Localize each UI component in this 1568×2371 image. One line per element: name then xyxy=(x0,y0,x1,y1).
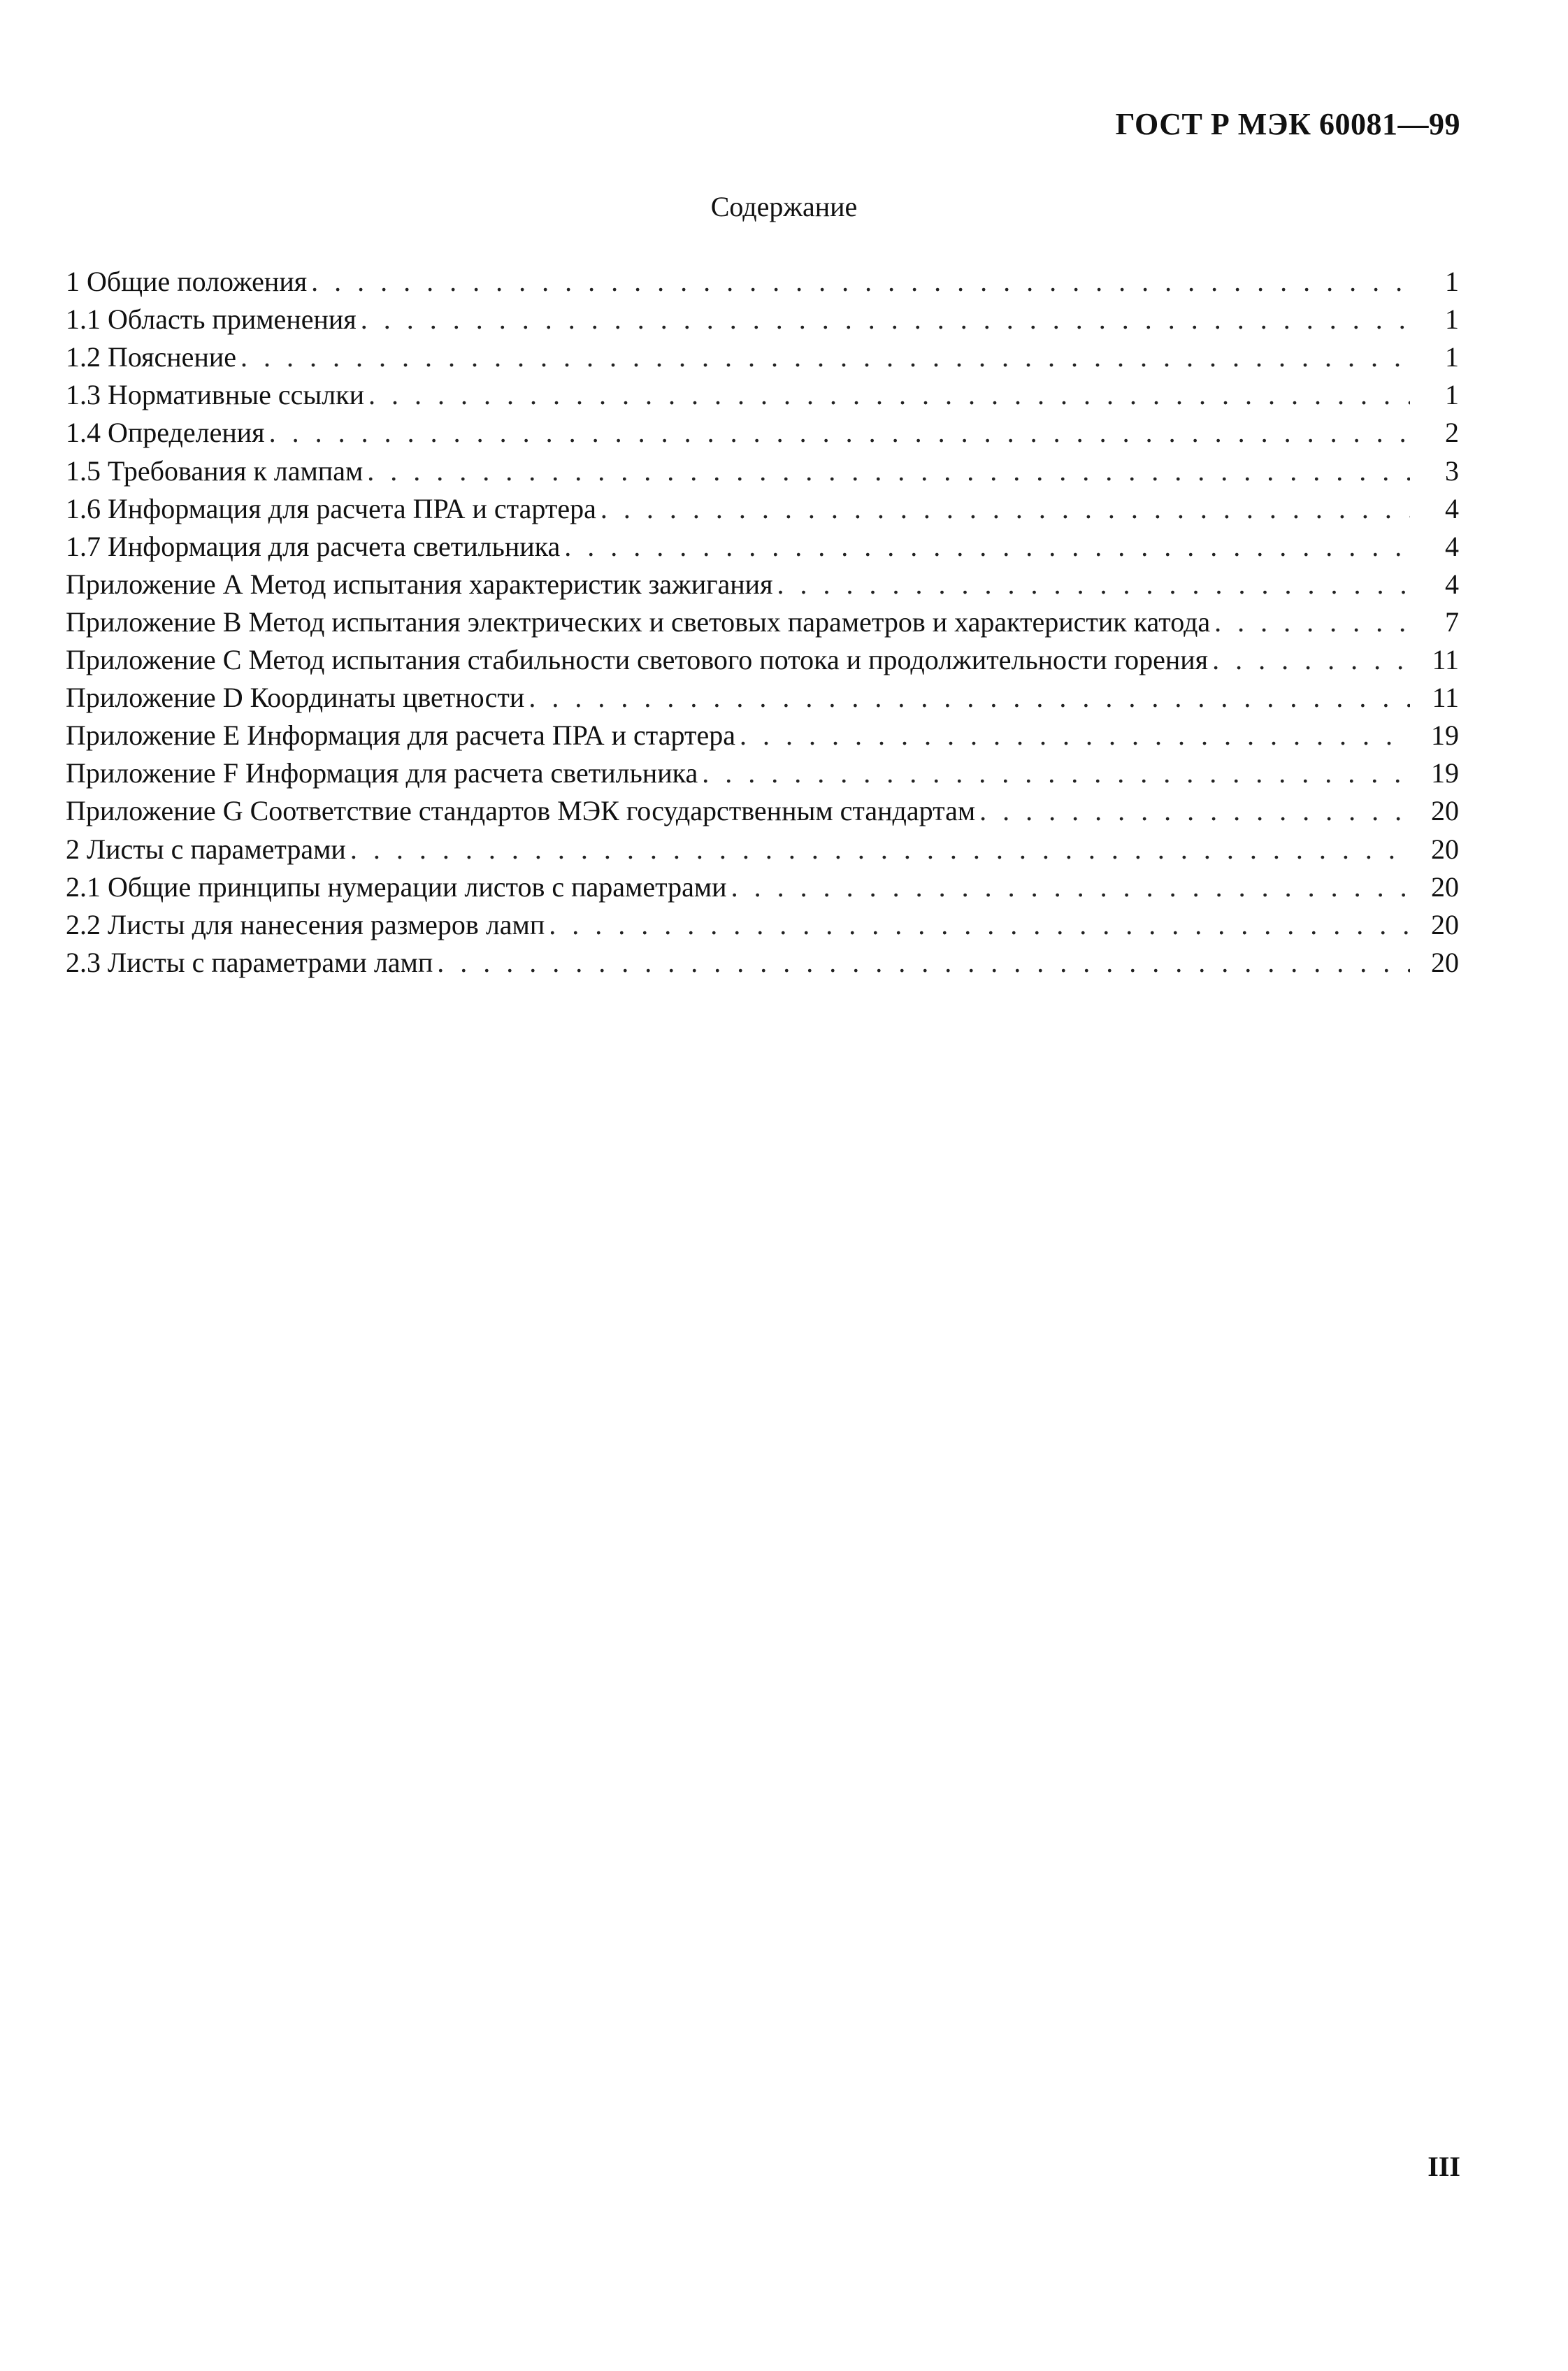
dot-leader xyxy=(361,301,1410,338)
toc-item-page: 20 xyxy=(1431,908,1459,940)
toc-item-label: Приложение D Координаты цветности xyxy=(66,682,525,714)
toc-item-label: Приложение Е Информация для расчета ПРА и стартера xyxy=(66,719,735,752)
toc-item-label: 1.1 Область применения xyxy=(66,303,357,336)
dot-leader xyxy=(368,376,1410,414)
toc-item-label: 1 Общие положения xyxy=(66,266,308,298)
toc-item-label: 1.7 Информация для расчета светильника xyxy=(66,530,561,562)
toc-item-page: 3 xyxy=(1445,454,1459,487)
toc-item[interactable] xyxy=(66,301,1459,338)
toc-item-label: Приложение А Метод испытания характеристик зажигания xyxy=(66,568,773,600)
toc-title: Содержание xyxy=(710,191,858,222)
toc-item[interactable] xyxy=(66,490,1459,528)
dot-leader xyxy=(437,944,1410,982)
toc-item-page: 11 xyxy=(1432,682,1459,714)
dot-leader xyxy=(311,263,1410,301)
dot-leader xyxy=(702,754,1410,792)
toc-item-label: 2.2 Листы для нанесения размеров ламп xyxy=(66,908,545,940)
toc-item-label: 1.5 Требования к лампам xyxy=(66,454,364,487)
toc-item-label: 2.1 Общие принципы нумерации листов с параметрами xyxy=(66,871,727,903)
toc-item-page: 20 xyxy=(1431,871,1459,903)
document-code: ГОСТ Р МЭК 60081—99 xyxy=(1115,107,1460,141)
toc-item-page: 2 xyxy=(1445,417,1459,449)
dot-leader xyxy=(528,679,1410,717)
toc-item-page: 11 xyxy=(1432,644,1459,676)
toc-item[interactable] xyxy=(66,452,1459,489)
toc-item[interactable] xyxy=(66,528,1459,566)
toc-item-page: 20 xyxy=(1431,833,1459,865)
dot-leader xyxy=(740,717,1410,754)
toc-item-page: 1 xyxy=(1445,379,1459,411)
toc-item[interactable] xyxy=(66,906,1459,944)
toc-item-label: 1.2 Пояснение xyxy=(66,341,237,373)
dot-leader xyxy=(1214,603,1410,641)
toc-item-label: 1.4 Определения xyxy=(66,417,265,449)
toc-item-page: 1 xyxy=(1445,341,1459,373)
dot-leader xyxy=(367,452,1410,490)
toc-item[interactable] xyxy=(66,944,1459,982)
toc-item[interactable] xyxy=(66,868,1459,906)
toc-item-label: 2 Листы с параметрами xyxy=(66,833,346,865)
toc-item[interactable] xyxy=(66,414,1459,452)
dot-leader xyxy=(600,490,1410,528)
dot-leader xyxy=(979,792,1410,830)
toc-item-page: 4 xyxy=(1445,568,1459,600)
toc-item[interactable] xyxy=(66,376,1459,414)
toc-item[interactable] xyxy=(66,338,1459,376)
toc-item[interactable] xyxy=(66,792,1459,830)
toc-item[interactable] xyxy=(66,679,1459,717)
toc-item-page: 19 xyxy=(1431,757,1459,789)
table-of-contents xyxy=(66,263,1459,982)
toc-item[interactable] xyxy=(66,717,1459,754)
dot-leader xyxy=(240,338,1410,376)
toc-item-label: 1.3 Нормативные ссылки xyxy=(66,379,365,411)
toc-item[interactable] xyxy=(66,263,1459,301)
dot-leader xyxy=(731,868,1410,906)
toc-item-page: 20 xyxy=(1431,946,1459,978)
toc-item-label: Приложение С Метод испытания стабильности светового потока и продолжительности горения xyxy=(66,644,1209,676)
toc-item-label: Приложение В Метод испытания электрических и световых параметров и характеристик катода xyxy=(66,606,1211,638)
dot-leader xyxy=(549,906,1410,944)
dot-leader xyxy=(269,414,1410,452)
toc-item-label: 2.3 Листы с параметрами ламп xyxy=(66,946,433,978)
toc-item-page: 19 xyxy=(1431,719,1459,752)
page-number: III xyxy=(1427,2151,1460,2182)
toc-item-page: 20 xyxy=(1431,795,1459,827)
dot-leader xyxy=(350,831,1410,868)
toc-item-label: Приложение G Соответствие стандартов МЭК государственным стандартам xyxy=(66,795,976,827)
toc-item-page: 1 xyxy=(1445,266,1459,298)
toc-item[interactable] xyxy=(66,603,1459,641)
dot-leader xyxy=(564,528,1410,566)
toc-item[interactable] xyxy=(66,754,1459,792)
toc-item-page: 7 xyxy=(1445,606,1459,638)
dot-leader xyxy=(777,566,1410,603)
toc-item[interactable] xyxy=(66,641,1459,679)
toc-item[interactable] xyxy=(66,566,1459,603)
toc-item-page: 4 xyxy=(1445,530,1459,562)
toc-item-label: Приложение F Информация для расчета светильника xyxy=(66,757,698,789)
toc-item-page: 4 xyxy=(1445,492,1459,524)
dot-leader xyxy=(1212,641,1410,679)
toc-item-label: 1.6 Информация для расчета ПРА и стартера xyxy=(66,492,596,524)
toc-item[interactable] xyxy=(66,830,1459,868)
toc-item-page: 1 xyxy=(1445,303,1459,336)
